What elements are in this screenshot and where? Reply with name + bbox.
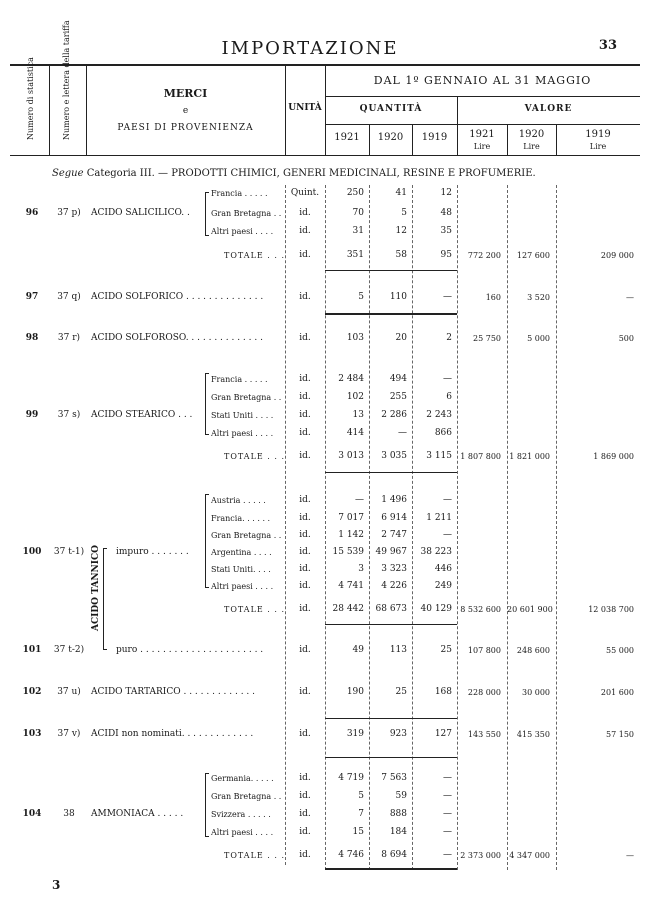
header-paesi: PAESI DI PROVENIENZA [117,123,254,133]
value-lire: 57 150 [606,730,634,739]
quantity-value: 102 [346,392,364,402]
header-e: e [182,106,189,116]
quantity-value: 7 017 [338,513,364,523]
section-text: Categoria III. — PRODOTTI CHIMICI, GENERI MEDICINALI, RESINE E PROFUMERIE. [86,168,536,179]
country-name: Gran Bretagna . . [211,531,282,540]
tariff-code: 37 t-2) [53,645,85,655]
unit: id. [299,809,311,819]
quantity-value: — [443,292,452,302]
stat-number: 97 [25,292,39,302]
country-name: Francia. . . . . . [211,514,271,523]
quantity-value: 184 [389,827,407,837]
quantity-value: 49 967 [375,547,407,557]
quantity-value: 4 226 [381,581,407,591]
total-rule [325,472,457,473]
unit: id. [299,729,311,739]
tariff-code: 37 p) [57,208,81,218]
quantity-value: 15 [352,827,364,837]
stat-number: 100 [22,547,42,557]
value-lire: 1 807 800 [460,452,501,461]
quantity-value: 866 [434,428,452,438]
country-name: Francia . . . . . [211,189,268,198]
quantity-value: 4 746 [338,850,364,860]
acido-tannico-label: ACIDO TANNICO [91,545,101,631]
col-divider [369,185,370,870]
value-lire: 30 000 [522,688,550,697]
quantity-value: 3 [358,564,364,574]
col-divider [49,64,50,155]
value-lire: 20 601 900 [507,605,553,614]
goods-name: ACIDO TARTARICO . . . . . . . . . . . . . [91,687,256,697]
total-rule [325,868,457,870]
header-merci: MERCI [163,87,208,100]
quantity-value: 31 [352,226,364,236]
quantity-value: 3 323 [381,564,407,574]
country-name: Germania. . . . . [211,774,274,783]
quantity-value: 2 484 [338,374,364,384]
country-name: Altri paesi . . . . [211,582,274,591]
quantity-value: 2 [446,333,452,343]
stat-number: 98 [25,333,39,343]
goods-name: AMMONIACA . . . . . [91,809,184,819]
unit: id. [299,226,311,236]
quantity-value: 168 [434,687,452,697]
unit: id. [299,392,311,402]
unit: id. [299,451,311,461]
quantity-value: 446 [434,564,452,574]
quantity-value: 15 539 [332,547,364,557]
unit: id. [299,374,311,384]
total-label: TOTALE . . . [224,251,285,260]
quantity-value: 35 [440,226,452,236]
unit: id. [299,292,311,302]
quantity-value: 40 129 [420,604,452,614]
quantity-value: 6 914 [381,513,407,523]
value-lire: 8 532 600 [460,605,501,614]
value-lire: 127 600 [516,251,550,260]
value-lire: 143 550 [467,730,501,739]
tariff-code: 37 t-1) [53,547,85,557]
quantity-value: 127 [434,729,452,739]
year-valore-1919: 1919 [585,129,611,140]
goods-name: ACIDO SOLFOROSO. . . . . . . . . . . . . . [91,333,263,343]
quantity-value: — [398,428,407,438]
quantity-value: 923 [389,729,407,739]
unit: id. [299,547,311,557]
quantity-value: 3 013 [338,451,364,461]
page-number: 33 [598,38,617,53]
tariff-code: 37 v) [57,729,81,739]
header-bottom-rule [10,155,640,156]
country-name: Gran Bretagna . . [211,209,282,218]
quantity-value: 1 211 [426,513,452,523]
quantity-value: 70 [352,208,364,218]
stat-number: 96 [25,208,39,218]
section-heading [52,168,536,179]
quantity-value: 2 286 [381,410,407,420]
tariff-code: 37 q) [57,292,81,302]
quantity-value: 8 694 [381,850,407,860]
total-rule [325,313,457,315]
year-valore-1921: 1921 [469,129,495,140]
value-lire: 12 038 700 [588,605,634,614]
quantity-value: 4 719 [338,773,364,783]
goods-name: ACIDI non nominati. . . . . . . . . . . . . [91,729,254,739]
unit: id. [299,773,311,783]
unit: id. [299,428,311,438]
page-title: IMPORTAZIONE [221,38,399,59]
value-lire: — [626,293,634,302]
country-name: Altri paesi . . . . [211,828,274,837]
value-lire: 2 373 000 [460,851,501,860]
quantity-value: 5 [358,791,364,801]
quantity-value: 38 223 [420,547,452,557]
value-lire: 3 520 [527,293,550,302]
year-quantita-1919: 1919 [421,132,448,143]
country-name: Gran Bretagna . . [211,792,282,801]
quantity-value: 351 [346,250,364,260]
quantity-value: 58 [395,250,407,260]
quantity-value: 13 [352,410,364,420]
value-lire: 500 [618,334,634,343]
quantity-value: 190 [346,687,364,697]
quantity-value: 6 [446,392,452,402]
unit: id. [299,827,311,837]
quantity-value: 2 243 [426,410,452,420]
unit: id. [299,645,311,655]
total-label: TOTALE . . . [224,851,285,860]
quantity-value: 4 741 [338,581,364,591]
value-lire: 248 600 [516,646,550,655]
header-lettera: Numero e lettera della tariffa [62,20,71,140]
quantity-value: 59 [395,791,407,801]
country-name: Argentina . . . . [211,548,272,557]
lire-label: Lire [523,142,540,151]
col-divider [285,185,286,865]
stat-number: 103 [22,729,42,739]
quantity-value: 5 [358,292,364,302]
total-rule [325,718,457,719]
brace [205,192,209,236]
value-lire: — [626,851,634,860]
col-divider [412,185,413,870]
quantity-value: — [355,495,364,505]
unit: id. [299,333,311,343]
value-lire: 25 750 [473,334,501,343]
quantity-value: 25 [440,645,452,655]
total-label: TOTALE . . . [224,452,285,461]
quantity-value: 95 [440,250,452,260]
quantity-value: 12 [395,226,407,236]
year-valore-1920: 1920 [518,129,545,140]
year-quantita-1921: 1921 [334,132,360,143]
quantity-value: — [443,495,452,505]
header-unita: UNITÀ [288,103,322,113]
total-rule [325,757,457,758]
country-name: Stati Uniti . . . . [211,411,274,420]
value-lire: 160 [485,293,501,302]
quantity-value: 494 [389,374,407,384]
total-rule [325,624,457,625]
stat-number: 102 [22,687,42,697]
col-divider [556,185,557,870]
value-lire: 4 347 000 [509,851,550,860]
unit: id. [299,495,311,505]
quantity-value: 414 [346,428,364,438]
quantity-value: 12 [440,188,452,198]
col-divider [507,185,508,870]
stat-number: 99 [25,410,39,420]
subhead-rule [325,124,640,125]
quantity-value: — [443,827,452,837]
quantity-value: — [443,773,452,783]
year-quantita-1920: 1920 [377,132,404,143]
value-lire: 1 869 000 [593,452,634,461]
quantity-value: 41 [395,188,407,198]
value-lire: 415 350 [516,730,550,739]
unit: id. [299,410,311,420]
brace [205,773,209,837]
quantity-value: — [443,809,452,819]
quantity-value: 7 563 [381,773,407,783]
col-divider [325,185,326,870]
value-lire: 228 000 [467,688,501,697]
quantity-value: 103 [346,333,364,343]
brace [205,373,209,435]
unit: id. [299,564,311,574]
stat-number: 104 [22,809,42,819]
lire-label: Lire [589,142,607,151]
unit: id. [299,250,311,260]
unit: id. [299,208,311,218]
lire-label: Lire [473,142,491,151]
header-numero: Numero di statistica [26,57,35,140]
quantity-value: — [443,374,452,384]
total-label: TOTALE . . . [224,605,285,614]
unit: id. [299,513,311,523]
header-valore: VALORE [524,104,573,114]
brace [103,548,107,650]
quantity-value: 250 [346,188,364,198]
goods-name: ACIDO SALICILICO. . [91,208,190,218]
tariff-code: 37 s) [57,410,81,420]
quantity-value: 49 [352,645,364,655]
quantity-value: 249 [434,581,452,591]
value-lire: 209 000 [600,251,634,260]
quantity-value: 113 [389,645,407,655]
quantity-value: 319 [346,729,364,739]
section-prefix: Segue [52,168,84,179]
country-name: Austria . . . . . [211,496,266,505]
tariff-code: 38 [63,809,75,819]
quantity-value: 1 496 [381,495,407,505]
value-lire: 5 000 [527,334,550,343]
brace [205,494,209,588]
col-divider [457,185,458,870]
unit: Quint. [290,188,320,198]
unit: id. [299,604,311,614]
quantity-value: — [443,530,452,540]
quantity-value: 3 035 [381,451,407,461]
quantity-value: 20 [395,333,407,343]
country-name: Svizzera . . . . . [211,810,271,819]
unit: id. [299,850,311,860]
value-lire: 55 000 [606,646,634,655]
header-quantita: QUANTITÀ [359,104,423,114]
unit: id. [299,791,311,801]
value-lire: 772 200 [467,251,501,260]
header-period: DAL 1º GENNAIO AL 31 MAGGIO [373,74,592,87]
quantity-value: 888 [389,809,407,819]
country-name: Gran Bretagna . . [211,393,282,402]
quantity-value: 28 442 [332,604,364,614]
unit: id. [299,581,311,591]
unit: id. [299,687,311,697]
total-rule [325,270,457,271]
quantity-value: 1 142 [338,530,364,540]
quantity-value: 48 [440,208,452,218]
country-name: Altri paesi . . . . [211,429,274,438]
signature-mark: 3 [52,878,61,892]
value-lire: 107 800 [467,646,501,655]
tariff-code: 37 u) [57,687,81,697]
goods-name: impuro . . . . . . . [116,547,189,557]
goods-name: puro . . . . . . . . . . . . . . . . . . . . . . [116,645,264,655]
period-rule [325,96,640,97]
value-lire: 1 821 000 [509,452,550,461]
goods-name: ACIDO SOLFORICO . . . . . . . . . . . . . . [91,292,264,302]
quantity-value: 68 673 [375,604,407,614]
unit: id. [299,530,311,540]
country-name: Stati Uniti. . . . [211,565,271,574]
value-lire: 201 600 [600,688,634,697]
quantity-value: 110 [389,292,407,302]
quantity-value: — [443,791,452,801]
quantity-value: 5 [401,208,407,218]
quantity-value: 25 [395,687,407,697]
quantity-value: 255 [389,392,407,402]
stat-number: 101 [22,645,42,655]
goods-name: ACIDO STEARICO . . . [91,410,193,420]
quantity-value: 3 115 [426,451,452,461]
country-name: Altri paesi . . . . [211,227,274,236]
tariff-code: 37 r) [57,333,81,343]
quantity-value: 2 747 [381,530,407,540]
quantity-value: — [443,850,452,860]
country-name: Francia . . . . . [211,375,268,384]
quantity-value: 7 [358,809,364,819]
